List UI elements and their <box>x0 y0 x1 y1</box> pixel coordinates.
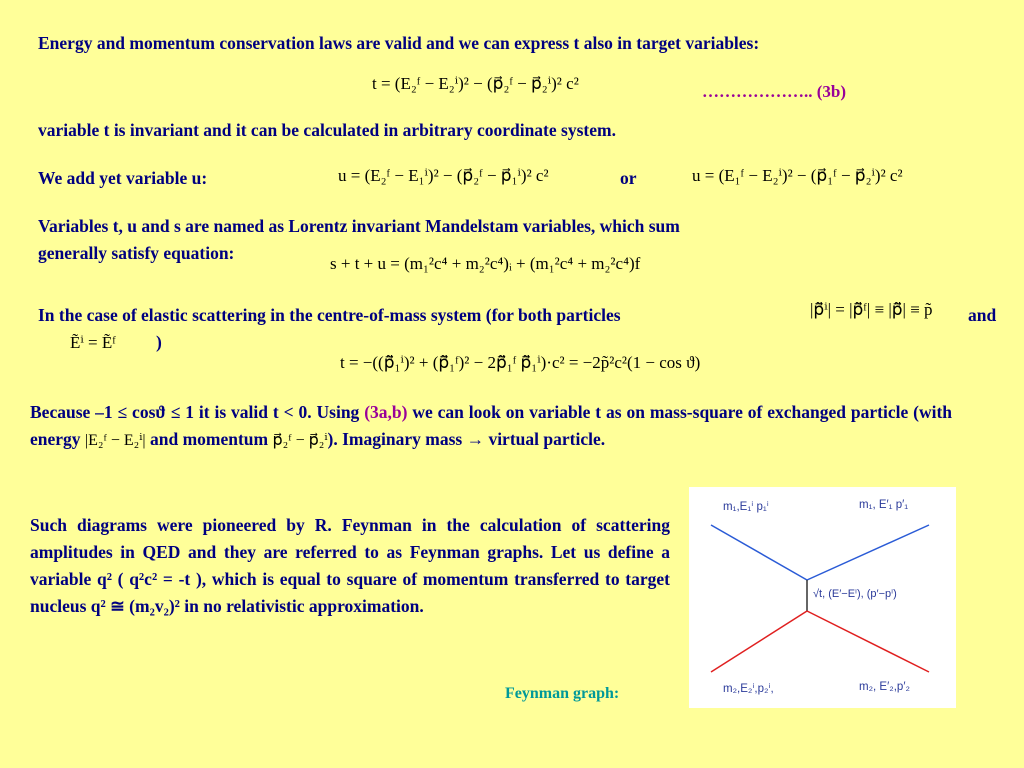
label-propagator: √t, (E′−Eⁱ), (p′−pⁱ) <box>813 588 897 600</box>
feynman-paragraph: Such diagrams were pioneered by R. Feynman in the calculation of scattering amplitudes in QED and they are referred to as Feynman graphs. Let us define a variable q² ( q²c² = -t ), which is equal to square of momentum transferred to target nucleus q² ≅ (m₂v₂)² in no relativistic approximation. <box>30 515 670 616</box>
and-word: and <box>968 305 997 325</box>
equation-p-magnitude: |p̃⃗ⁱ| = |p̃⃗ᶠ| ≡ |p̃⃗| ≡ p̃ <box>810 300 933 319</box>
intro-line: Energy and momentum conservation laws are valid and we can express t also in target variables: <box>38 33 760 53</box>
label-outgoing-2: m₂, E′₂,p′₂ <box>859 681 910 693</box>
equation-label <box>702 78 846 105</box>
equation-stu: s + t + u = (m₁²c⁴ + m₂²c⁴)ᵢ + (m₁²c⁴ + m₂²c⁴)f <box>330 254 641 273</box>
outgoing-particle-1-line <box>807 525 929 580</box>
incoming-particle-1-line <box>711 525 807 580</box>
virtual-text-3: and momentum <box>145 429 273 449</box>
equation-t-elastic: t = −((p̃⃗₁ⁱ)² + (p̃⃗₁ᶠ)² − 2p̃⃗₁ᶠ p̃⃗₁ⁱ)·c² = −2p̃²c²(1 − cos ϑ) <box>340 353 701 372</box>
close-paren: ) <box>156 332 162 352</box>
virtual-particle-paragraph <box>30 399 952 454</box>
equation-u-1: u = (E₂ᶠ − E₁ⁱ)² − (p⃗₂ᶠ − p⃗₁ⁱ)² c² <box>338 166 549 185</box>
virtual-text-4: ). Imaginary mass → virtual particle. <box>327 429 606 449</box>
mandelstam-line-1: Variables t, u and s are named as Lorentz invariant Mandelstam variables, which sum <box>38 216 680 236</box>
invariance-line: variable t is invariant and it can be calculated in arbitrary coordinate system. <box>38 120 616 140</box>
label-incoming-2: m₂,E₂ⁱ,p₂ⁱ, <box>723 683 774 695</box>
virtual-ref: (3a,b) <box>364 402 408 422</box>
label-incoming-1: m₁,E₁ⁱ p₁ⁱ <box>723 501 769 513</box>
equation-t-text: t = (E₂ᶠ − E₂ⁱ)² − (p⃗₂ᶠ − p⃗₂ⁱ)² c² <box>372 74 579 93</box>
equation-label-ref: (3b) <box>816 82 847 101</box>
outgoing-particle-2-line <box>807 611 929 672</box>
incoming-particle-2-line <box>711 611 807 672</box>
equation-E-equal: Ẽⁱ = Ẽᶠ <box>70 333 116 352</box>
momentum-difference-eq: p⃗₂ᶠ − p⃗₂ⁱ <box>272 432 328 449</box>
equation-u-2: u = (E₁ᶠ − E₂ⁱ)² − (p⃗₁ᶠ − p⃗₂ⁱ)² c² <box>692 166 903 185</box>
virtual-text-1: Because –1 ≤ cosϑ ≤ 1 it is valid t < 0. Using <box>30 402 365 422</box>
equation-t <box>372 74 579 94</box>
elastic-line: In the case of elastic scattering in the centre-of-mass system (for both particles <box>38 305 621 325</box>
or-word: or <box>620 168 637 188</box>
virtual-text-2: we can look on variable t as on mass-square of exchanged particle (with energy <box>30 402 953 449</box>
label-outgoing-1: m₁, E′₁ p′₁ <box>859 499 909 511</box>
equation-label-dots: ……………….. <box>702 82 817 101</box>
mandelstam-line-2: generally satisfy equation: <box>38 243 235 263</box>
energy-difference-eq: |E₂ᶠ − E₂ⁱ| <box>84 432 146 449</box>
feynman-graph <box>689 487 956 708</box>
feynman-caption: Feynman graph: <box>505 685 620 702</box>
variable-u-line: We add yet variable u: <box>38 168 208 188</box>
